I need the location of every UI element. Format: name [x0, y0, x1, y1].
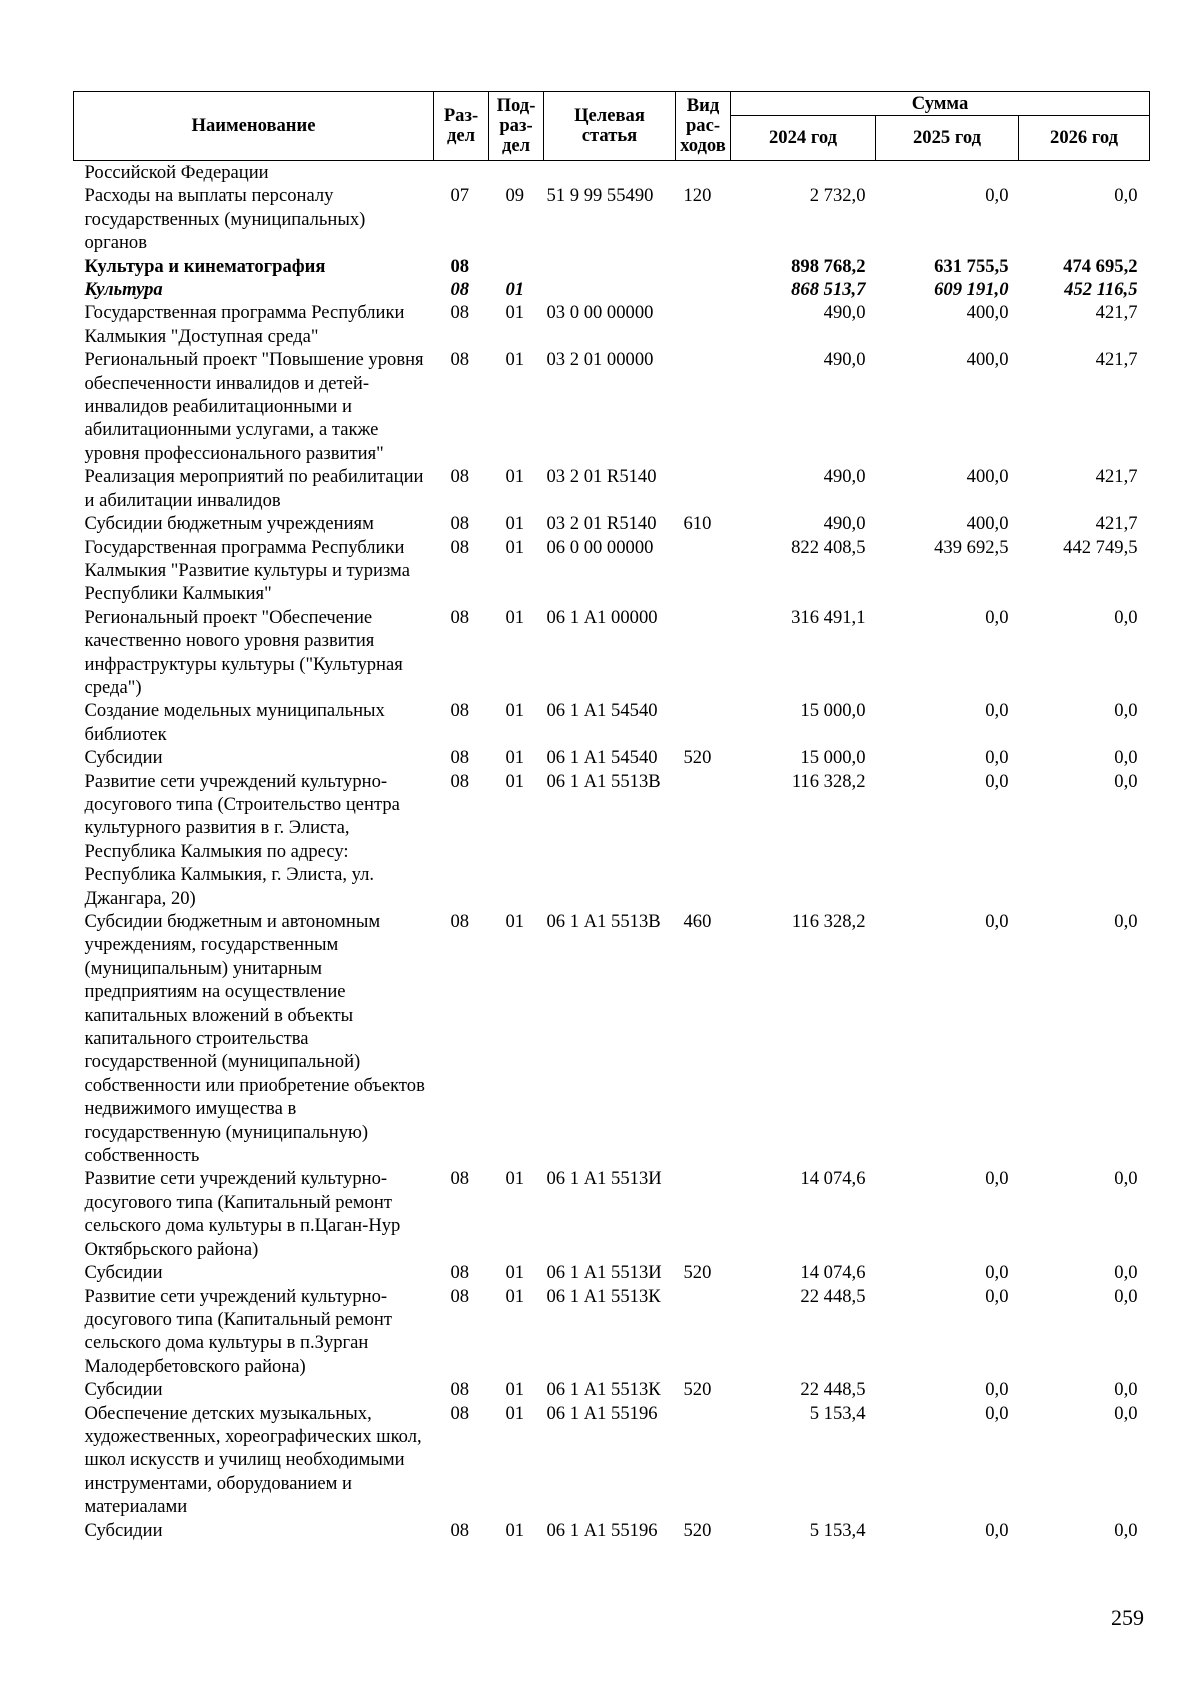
- row-amount-2026: 0,0: [1114, 1379, 1138, 1401]
- row-celevaya-statya: 06 1 А1 5513К: [546, 1285, 661, 1307]
- row-vid-raskhodov: 520: [683, 1379, 712, 1401]
- table-row: [74, 699, 1150, 746]
- row-podrazdel: [489, 161, 544, 185]
- row-podrazdel: 01: [505, 770, 525, 792]
- row-amount-2025: 0,0: [985, 606, 1009, 628]
- row-amount-2026: 474 695,2: [1063, 255, 1138, 277]
- row-name: Субсидии: [84, 1262, 163, 1284]
- row-name: Государственная программа Республики Калмыкия "Доступная среда": [84, 302, 405, 347]
- row-amount-2024: 22 448,5: [800, 1379, 866, 1401]
- row-razdel: 08: [450, 1285, 470, 1307]
- row-vid-raskhodov: [676, 1285, 731, 1379]
- row-amount-2025: 631 755,5: [934, 255, 1009, 277]
- table-row: [74, 536, 1150, 606]
- row-amount-2024: 2 732,0: [809, 185, 866, 207]
- row-razdel: 08: [450, 747, 470, 769]
- row-celevaya-statya: 03 2 01 00000: [546, 349, 654, 371]
- row-amount-2025: 400,0: [966, 302, 1009, 324]
- row-celevaya-statya: 06 1 А1 54540: [546, 700, 658, 722]
- row-amount-2024: 15 000,0: [800, 700, 866, 722]
- row-amount-2025: 0,0: [985, 770, 1009, 792]
- row-amount-2025: 0,0: [985, 700, 1009, 722]
- row-razdel: 08: [450, 466, 470, 488]
- row-vid-raskhodov: [676, 770, 731, 910]
- row-amount-2024: 490,0: [823, 349, 866, 371]
- table-row: [74, 465, 1150, 512]
- row-amount-2026: 452 116,5: [1064, 279, 1138, 301]
- row-amount-2026: 421,7: [1095, 466, 1138, 488]
- row-razdel: 08: [450, 1262, 470, 1284]
- row-vid-raskhodov: [676, 255, 731, 278]
- table-row: [74, 301, 1150, 348]
- row-amount-2026: 0,0: [1114, 185, 1138, 207]
- table-row: [74, 278, 1150, 301]
- row-podrazdel: 01: [505, 747, 525, 769]
- row-amount-2025: 0,0: [985, 1168, 1009, 1190]
- row-amount-2026: 0,0: [1114, 700, 1138, 722]
- row-name: Региональный проект "Обеспечение качественно нового уровня развития инфраструктуры культуры ("Культурная среда"): [84, 606, 403, 698]
- table-row: [74, 1261, 1150, 1284]
- row-name: Культура: [84, 279, 163, 301]
- row-razdel: [434, 161, 489, 185]
- row-podrazdel: 01: [505, 1402, 525, 1424]
- row-podrazdel: 01: [505, 700, 525, 722]
- row-amount-2025: 400,0: [966, 466, 1009, 488]
- row-amount-2024: 14 074,6: [800, 1168, 866, 1190]
- row-vid-raskhodov: [676, 348, 731, 465]
- row-celevaya-statya: 06 1 А1 55196: [546, 1402, 658, 1424]
- row-amount-2024: 5 153,4: [809, 1519, 866, 1541]
- row-amount-2024: 22 448,5: [800, 1285, 866, 1307]
- row-amount-2024: 116 328,2: [791, 770, 866, 792]
- row-amount-2025: 400,0: [966, 349, 1009, 371]
- row-amount-2025: 0,0: [985, 1379, 1009, 1401]
- row-name: Расходы на выплаты персоналу государственных (муниципальных) органов: [84, 185, 366, 254]
- row-podrazdel: 01: [505, 349, 525, 371]
- row-razdel: 08: [450, 700, 470, 722]
- row-name: Субсидии бюджетным и автономным учреждениям, государственным (муниципальным) унитарным предприятиям на осуществление капитальных вложений в объекты капитального строительства государственной (муниципальной) собственности или приобретение объектов недвижимого имущества в государственную (муниципальную) собственность: [84, 911, 425, 1167]
- row-amount-2026: 421,7: [1095, 302, 1138, 324]
- row-vid-raskhodov: [676, 606, 731, 700]
- row-vid-raskhodov: [676, 536, 731, 606]
- row-celevaya-statya: 03 2 01 R5140: [546, 513, 657, 535]
- header-year-2025: 2025 год: [876, 116, 1019, 161]
- row-vid-raskhodov: [676, 465, 731, 512]
- row-vid-raskhodov: 610: [683, 513, 712, 535]
- row-amount-2024: [731, 161, 876, 185]
- row-amount-2025: 0,0: [985, 1519, 1009, 1541]
- row-razdel: 08: [450, 302, 470, 324]
- header-podrazdel: Под- раз- дел: [489, 92, 544, 161]
- row-celevaya-statya: 06 1 А1 55196: [546, 1519, 658, 1541]
- row-amount-2026: 0,0: [1114, 606, 1138, 628]
- table-row: [74, 1378, 1150, 1401]
- row-vid-raskhodov: [676, 699, 731, 746]
- row-name: Государственная программа Республики Калмыкия "Развитие культуры и туризма Республики Калмыкия": [84, 536, 410, 605]
- row-amount-2024: 490,0: [823, 302, 866, 324]
- row-podrazdel: 09: [505, 185, 525, 207]
- row-celevaya-statya: [544, 161, 676, 185]
- row-amount-2024: 14 074,6: [800, 1262, 866, 1284]
- row-razdel: 08: [450, 911, 470, 932]
- row-vid-raskhodov: [676, 161, 731, 185]
- row-amount-2024: 822 408,5: [791, 536, 866, 558]
- row-podrazdel: 01: [505, 1285, 525, 1307]
- row-amount-2026: [1019, 161, 1150, 185]
- row-amount-2025: 609 191,0: [934, 279, 1009, 301]
- row-amount-2026: 0,0: [1114, 911, 1138, 932]
- row-razdel: 08: [450, 349, 470, 371]
- table-row: [74, 606, 1150, 700]
- row-vid-raskhodov: 120: [683, 185, 712, 207]
- header-name: Наименование: [74, 92, 434, 161]
- row-amount-2026: 0,0: [1114, 1285, 1138, 1307]
- row-amount-2024: 316 491,1: [791, 606, 866, 628]
- row-podrazdel: 01: [505, 606, 525, 628]
- row-amount-2025: 0,0: [985, 1402, 1009, 1424]
- row-amount-2025: [876, 161, 1019, 185]
- row-celevaya-statya: 06 0 00 00000: [546, 536, 654, 558]
- table-body: [74, 161, 1150, 1542]
- row-name: Региональный проект "Повышение уровня обеспеченности инвалидов и детей-инвалидов реабилитационными и абилитационными услугами, а также уровня профессионального развития": [84, 349, 424, 464]
- row-razdel: 08: [450, 1379, 470, 1401]
- row-celevaya-statya: 06 1 А1 54540: [546, 747, 658, 769]
- row-name: Субсидии: [84, 1379, 163, 1401]
- row-celevaya-statya: 03 2 01 R5140: [546, 466, 657, 488]
- row-name: Субсидии: [84, 747, 163, 769]
- row-celevaya-statya: 06 1 А1 5513И: [546, 1168, 662, 1190]
- row-razdel: 08: [450, 1402, 470, 1424]
- row-razdel: 08: [450, 279, 470, 301]
- row-podrazdel: 01: [505, 279, 525, 301]
- table-row: [74, 161, 1150, 185]
- row-amount-2024: 5 153,4: [809, 1402, 866, 1424]
- budget-table: [73, 91, 1150, 1542]
- table-row: [74, 184, 1150, 254]
- row-razdel: 08: [450, 255, 470, 277]
- row-amount-2025: 0,0: [985, 1285, 1009, 1307]
- row-vid-raskhodov: [676, 1402, 731, 1519]
- row-amount-2024: 15 000,0: [800, 747, 866, 769]
- row-amount-2026: 0,0: [1114, 1262, 1138, 1284]
- row-vid-raskhodov: 520: [683, 1519, 712, 1541]
- header-year-2026: 2026 год: [1019, 116, 1150, 161]
- row-amount-2024: 898 768,2: [791, 255, 866, 277]
- row-razdel: 08: [450, 513, 470, 535]
- row-podrazdel: 01: [505, 1262, 525, 1284]
- table-row: [74, 1167, 1150, 1261]
- row-podrazdel: 01: [505, 536, 525, 558]
- row-vid-raskhodov: [676, 301, 731, 348]
- row-name: Создание модельных муниципальных библиотек: [84, 700, 385, 745]
- table-header: [74, 92, 1150, 161]
- row-amount-2025: 0,0: [985, 747, 1009, 769]
- row-podrazdel: 01: [505, 466, 525, 488]
- row-name: Развитие сети учреждений культурно-досугового типа (Строительство центра культурного развития в г. Элиста, Республика Калмыкия по адресу: Республика Калмыкия, г. Элиста, ул. Джангара, 20): [84, 770, 400, 909]
- row-vid-raskhodov: 520: [683, 747, 712, 769]
- row-name: Субсидии: [84, 1519, 163, 1541]
- row-celevaya-statya: 06 1 А1 5513В: [546, 911, 661, 932]
- row-amount-2025: 0,0: [985, 911, 1009, 932]
- row-vid-raskhodov: 520: [683, 1262, 712, 1284]
- row-vid-raskhodov: [676, 278, 731, 301]
- row-celevaya-statya: 06 1 А1 5513В: [546, 770, 661, 792]
- row-razdel: 08: [450, 536, 470, 558]
- header-year-2024: 2024 год: [731, 116, 876, 161]
- row-amount-2026: 0,0: [1114, 1168, 1138, 1190]
- row-podrazdel: 01: [505, 1519, 525, 1541]
- row-celevaya-statya: [544, 278, 676, 301]
- table-row: [74, 1519, 1150, 1542]
- row-amount-2026: 0,0: [1114, 1402, 1138, 1424]
- row-name: Развитие сети учреждений культурно-досугового типа (Капитальный ремонт сельского дома культуры в п.Цаган-Нур Октябрьского района): [84, 1168, 401, 1260]
- row-amount-2024: 116 328,2: [791, 911, 866, 932]
- row-celevaya-statya: 06 1 А1 00000: [546, 606, 658, 628]
- table-row: [74, 1285, 1150, 1379]
- table-row: [74, 770, 1150, 910]
- header-summa: Сумма: [731, 92, 1150, 116]
- row-amount-2026: 0,0: [1114, 770, 1138, 792]
- row-name: Субсидии бюджетным учреждениям: [84, 513, 374, 535]
- row-amount-2026: 0,0: [1114, 747, 1138, 769]
- row-amount-2024: 868 513,7: [791, 279, 866, 301]
- row-razdel: 08: [450, 1519, 470, 1541]
- header-celevaya-statya: Целевая статья: [544, 92, 676, 161]
- row-amount-2024: 490,0: [823, 513, 866, 535]
- row-celevaya-statya: 06 1 А1 5513И: [546, 1262, 662, 1284]
- row-name: Российской Федерации: [84, 162, 269, 183]
- table-row: [74, 910, 1150, 1167]
- row-vid-raskhodov: [676, 1167, 731, 1261]
- row-vid-raskhodov: 460: [683, 911, 712, 932]
- row-name: Реализация мероприятий по реабилитации и абилитации инвалидов: [84, 466, 424, 511]
- row-amount-2024: 490,0: [823, 466, 866, 488]
- row-amount-2026: 442 749,5: [1063, 536, 1138, 558]
- table-row: [74, 1402, 1150, 1519]
- row-celevaya-statya: 51 9 99 55490: [546, 185, 654, 207]
- document-page: [73, 91, 1149, 1542]
- row-razdel: 07: [450, 185, 470, 207]
- table-row: [74, 348, 1150, 465]
- row-amount-2025: 400,0: [966, 513, 1009, 535]
- row-razdel: 08: [450, 770, 470, 792]
- row-amount-2026: 0,0: [1114, 1519, 1138, 1541]
- row-celevaya-statya: 03 0 00 00000: [546, 302, 654, 324]
- row-podrazdel: 01: [505, 302, 525, 324]
- row-razdel: 08: [450, 606, 470, 628]
- row-celevaya-statya: 06 1 А1 5513К: [546, 1379, 661, 1401]
- row-amount-2026: 421,7: [1095, 513, 1138, 535]
- row-name: Культура и кинематография: [84, 255, 326, 277]
- row-podrazdel: 01: [505, 911, 525, 932]
- row-amount-2025: 0,0: [985, 185, 1009, 207]
- header-razdel: Раз- дел: [434, 92, 489, 161]
- row-amount-2025: 439 692,5: [934, 536, 1009, 558]
- row-name: Развитие сети учреждений культурно-досугового типа (Капитальный ремонт сельского дома культуры в п.Зурган Малодербетовского района): [84, 1285, 392, 1377]
- row-podrazdel: [489, 255, 544, 278]
- row-name: Обеспечение детских музыкальных, художественных, хореографических школ, школ искусств и училищ необходимыми инструментами, оборудованием и материалами: [84, 1402, 422, 1518]
- row-podrazdel: 01: [505, 513, 525, 535]
- row-podrazdel: 01: [505, 1379, 525, 1401]
- header-vid-raskhodov: Вид рас- ходов: [676, 92, 731, 161]
- table-row: [74, 512, 1150, 535]
- row-razdel: 08: [450, 1168, 470, 1190]
- table-row: [74, 746, 1150, 769]
- row-podrazdel: 01: [505, 1168, 525, 1190]
- table-row: [74, 255, 1150, 278]
- row-celevaya-statya: [544, 255, 676, 278]
- row-amount-2026: 421,7: [1095, 349, 1138, 371]
- page-number: 259: [1111, 1605, 1144, 1630]
- row-amount-2025: 0,0: [985, 1262, 1009, 1284]
